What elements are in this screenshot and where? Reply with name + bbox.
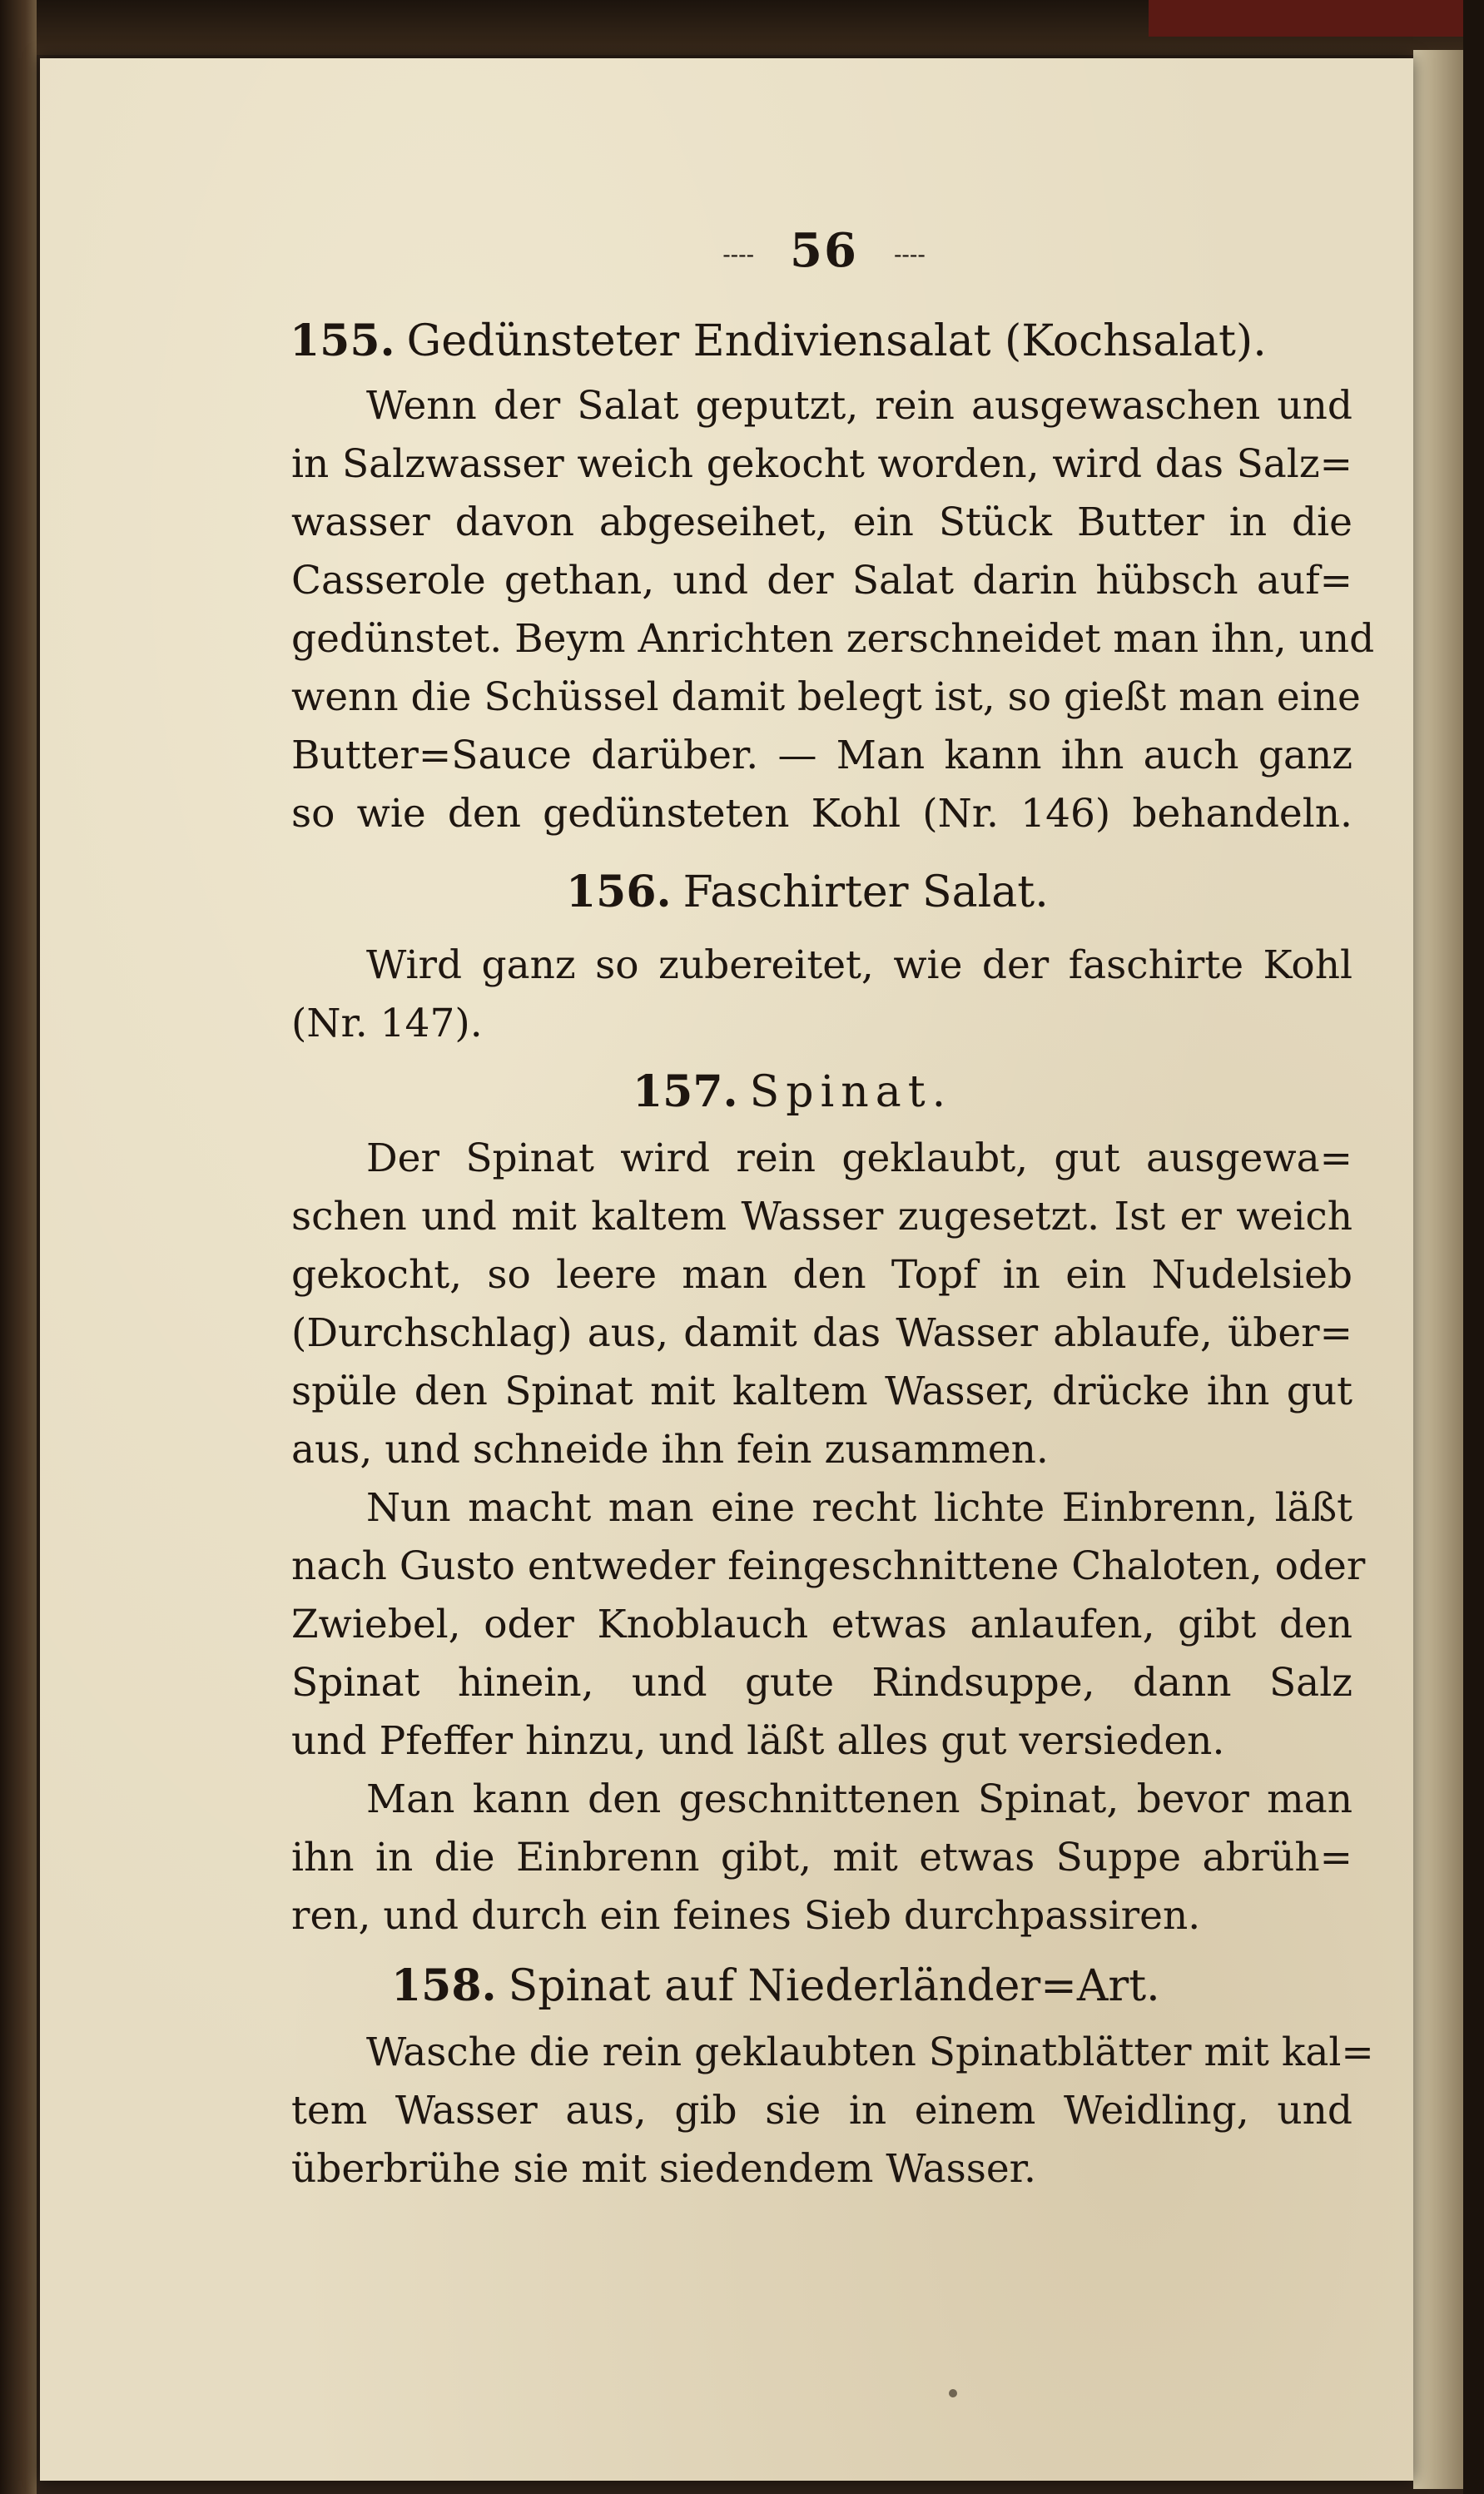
page-number: 56 (790, 223, 858, 278)
text-line: Wasche die rein geklaubten Spinatblätter mit kal= (366, 2029, 1374, 2075)
recipe-title: Spinat auf Niederländer=Art. (508, 1961, 1160, 2011)
text-line: Spinat hinein, und gute Rindsuppe, dann Salz (291, 1660, 1352, 1706)
recipe-number: 155. (290, 315, 395, 366)
recipe-heading-158 (391, 1960, 1160, 2013)
text-line: tem Wasser aus, gib sie in einem Weidling, und (291, 2088, 1352, 2134)
text-line: ren, und durch ein feines Sieb durchpassiren. (291, 1893, 1201, 1939)
recipe-number: 156. (566, 867, 672, 917)
text-line: Der Spinat wird rein geklaubt, gut ausgewa= (366, 1135, 1352, 1181)
recipe-heading-155 (290, 315, 1267, 368)
text-line: schen und mit kaltem Wasser zugesetzt. Ist er weich (291, 1194, 1352, 1240)
book-spine (1463, 0, 1484, 2494)
text-line: Butter=Sauce darüber. — Man kann ihn auch ganz (291, 733, 1352, 778)
text-line: (Nr. 147). (291, 1001, 483, 1046)
text-line: Man kann den geschnittenen Spinat, bevor man (366, 1776, 1352, 1822)
recipe-title: Spinat. (749, 1067, 953, 1117)
text-line: wenn die Schüssel damit belegt ist, so gießt man eine (291, 674, 1361, 720)
page-header (666, 223, 982, 278)
text-line: gedünstet. Beym Anrichten zerschneidet man ihn, und (291, 616, 1375, 662)
text-line: so wie den gedünsteten Kohl (Nr. 146) behandeln. (291, 791, 1352, 837)
book-corner (1149, 0, 1484, 37)
text-line: spüle den Spinat mit kaltem Wasser, drücke ihn gut (291, 1369, 1352, 1414)
left-page-edge (0, 0, 37, 2494)
text-line: ihn in die Einbrenn gibt, mit etwas Suppe abrüh= (291, 1835, 1352, 1880)
text-line: aus, und schneide ihn fein zusammen. (291, 1427, 1049, 1473)
header-dash-left: ---- (722, 240, 755, 268)
text-line: Zwiebel, oder Knoblauch etwas anlaufen, gibt den (291, 1602, 1352, 1647)
text-line: gekocht, so leere man den Topf in ein Nudelsieb (291, 1252, 1352, 1298)
text-line: Wenn der Salat geputzt, rein ausgewaschen und (366, 383, 1352, 429)
text-line: nach Gusto entweder feingeschnittene Chaloten, oder (291, 1543, 1366, 1589)
paper-speck (949, 2389, 957, 2397)
recipe-heading-156 (566, 866, 1049, 919)
text-line: und Pfeffer hinzu, und läßt alles gut versieden. (291, 1718, 1225, 1764)
header-dash-right: ---- (893, 240, 926, 268)
recipe-number: 158. (391, 1960, 497, 2011)
recipe-title: Gedünsteter Endiviensalat (Kochsalat). (406, 316, 1267, 366)
recipe-heading-157 (633, 1066, 952, 1119)
text-line: (Durchschlag) aus, damit das Wasser ablaufe, über= (291, 1310, 1352, 1356)
right-page-edge (1413, 50, 1463, 2489)
recipe-number: 157. (633, 1066, 738, 1117)
text-line: Casserole gethan, und der Salat darin hübsch auf= (291, 558, 1352, 604)
recipe-title: Faschirter Salat. (682, 867, 1049, 917)
text-line: wasser davon abgeseihet, ein Stück Butter in die (291, 499, 1352, 545)
text-line: in Salzwasser weich gekocht worden, wird das Salz= (291, 441, 1352, 487)
text-line: überbrühe sie mit siedendem Wasser. (291, 2146, 1036, 2192)
text-line: Wird ganz so zubereitet, wie der faschirte Kohl (366, 942, 1352, 988)
text-line: Nun macht man eine recht lichte Einbrenn, läßt (366, 1485, 1352, 1531)
